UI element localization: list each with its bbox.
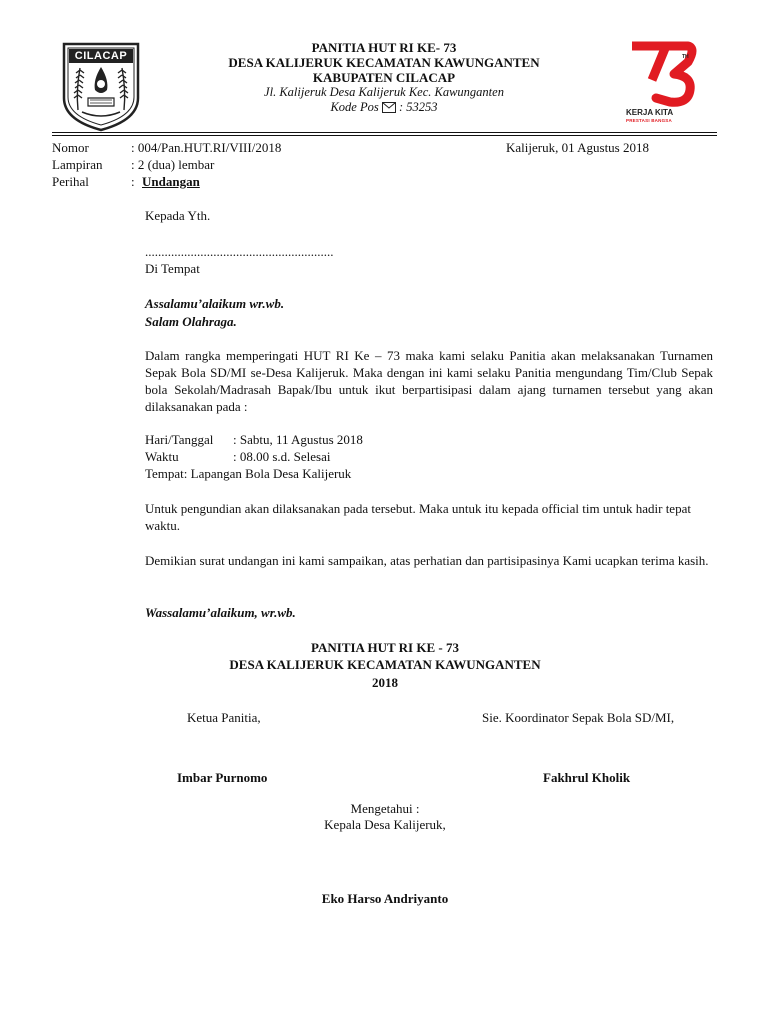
left-signer-title: Ketua Panitia,	[187, 710, 261, 725]
letterhead-rule-thin	[52, 135, 717, 136]
approver-name: Eko Harso Andriyanto	[321, 891, 449, 906]
nomor-label: Nomor	[52, 140, 89, 155]
crest-label: CILACAP	[74, 50, 128, 62]
greeting-line-2: Salam Olahraga.	[145, 314, 237, 329]
perihal-label: Perihal	[52, 174, 89, 189]
postal-prefix: Kode Pos	[330, 100, 379, 114]
approver-line-2: Kepala Desa Kalijeruk,	[324, 817, 446, 832]
time-label: Waktu	[145, 449, 179, 464]
body-paragraph-1: Dalam rangka memperingati HUT RI Ke – 73 maka kami selaku Panitia akan melaksanakan Turnamen Sepak Bola SD/MI se-Desa Kalijeruk. Maka dengan ini kami selaku Panitia mengundang Tim/Club Sepak bola Sekolah/Madrasah Bapak/Ibu untuk ikut berpartisipasi dalam ajang turnamen tersebut yang akan dilaksanakan pada :	[145, 348, 713, 414]
address-line: Jl. Kalijeruk Desa Kalijeruk Kec. Kawunganten	[264, 85, 504, 99]
time-value: : 08.00 s.d. Selesai	[233, 449, 331, 464]
place-date: Kalijeruk, 01 Agustus 2018	[506, 140, 649, 155]
body-paragraph-2: Untuk pengundian akan dilaksanakan pada tersebut. Maka untuk itu kepada official tim untuk hadir tepat waktu.	[145, 501, 691, 533]
envelope-icon	[382, 102, 396, 117]
committee-year: 2018	[372, 675, 398, 690]
committee-line-1: PANITIA HUT RI KE - 73	[311, 640, 459, 655]
lampiran-value: : 2 (dua) lembar	[131, 157, 215, 172]
greeting-line-1: Assalamu’alaikum wr.wb.	[145, 296, 285, 311]
approver-line-1: Mengetahui :	[350, 801, 420, 816]
org-line-3: KABUPATEN CILACAP	[312, 70, 456, 85]
org-line-2: DESA KALIJERUK KECAMATAN KAWUNGANTEN	[228, 55, 540, 70]
perihal-value: Undangan	[142, 174, 200, 189]
letterhead-rule-thick	[52, 132, 717, 133]
hut-73-logo	[626, 38, 706, 134]
body-paragraph-3: Demikian surat undangan ini kami sampaikan, atas perhatian dan partisipasinya Kami ucapkan terima kasih.	[145, 553, 709, 568]
cilacap-crest-logo	[60, 40, 142, 132]
postal-code: : 53253	[398, 100, 438, 114]
org-line-1: PANITIA HUT RI KE- 73	[311, 40, 457, 55]
recipient-place: Di Tempat	[145, 261, 200, 276]
logo-tm: TH	[682, 54, 689, 60]
venue-line: Tempat: Lapangan Bola Desa Kalijeruk	[145, 466, 352, 481]
logo-caption-2: PRESTASI BANGSA	[626, 118, 672, 123]
day-label: Hari/Tanggal	[145, 432, 214, 447]
nomor-value: : 004/Pan.HUT.RI/VIII/2018	[131, 140, 282, 155]
recipient-blank: ..........................................................	[145, 244, 334, 259]
right-signer-name: Fakhrul Kholik	[543, 770, 631, 785]
postal-line	[204, 100, 564, 117]
salutation: Kepada Yth.	[145, 208, 211, 223]
closing-greeting: Wassalamu’alaikum, wr.wb.	[145, 605, 296, 620]
lampiran-label: Lampiran	[52, 157, 103, 172]
perihal-colon: :	[131, 174, 135, 189]
right-signer-title: Sie. Koordinator Sepak Bola SD/MI,	[482, 710, 675, 725]
committee-line-2: DESA KALIJERUK KECAMATAN KAWUNGANTEN	[229, 657, 541, 672]
left-signer-name: Imbar Purnomo	[177, 770, 268, 785]
logo-caption-1: KERJA KITA	[626, 108, 674, 117]
day-value: : Sabtu, 11 Agustus 2018	[233, 432, 363, 447]
